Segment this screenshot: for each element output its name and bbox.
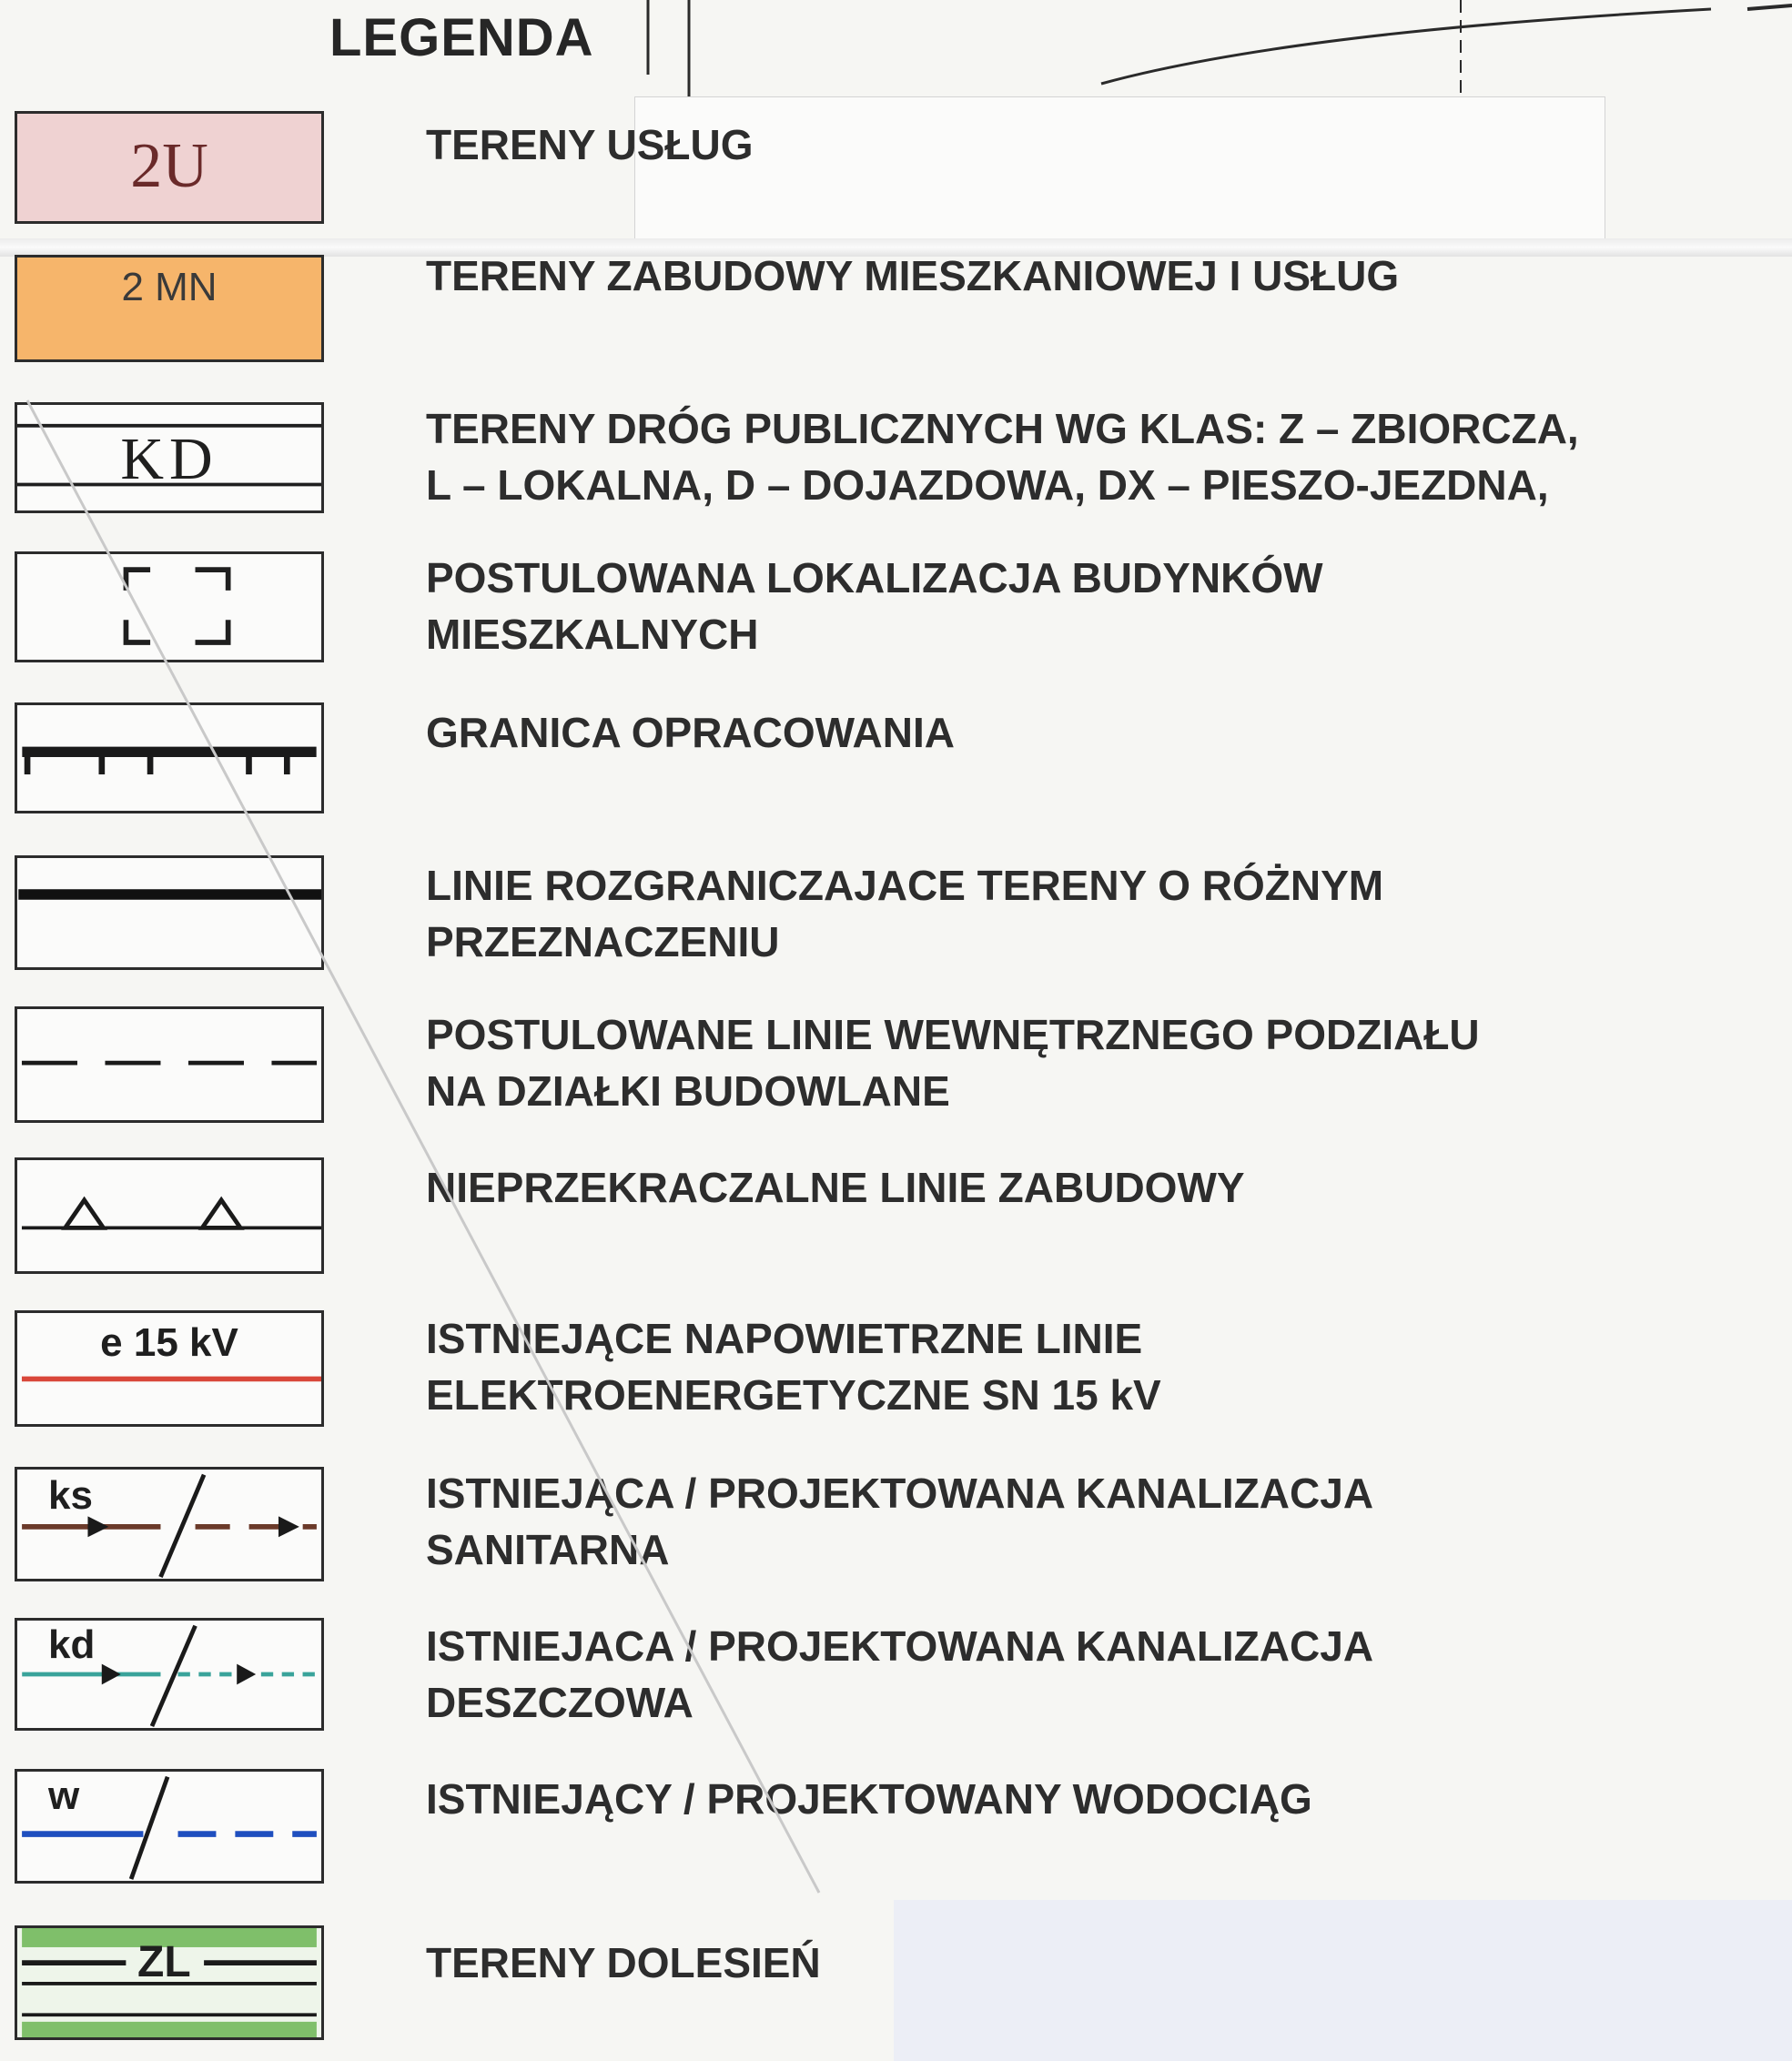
- symbol-code: ks: [48, 1473, 93, 1518]
- label-line: PRZEZNACZENIU: [426, 918, 780, 965]
- label-line: TERENY ZABUDOWY MIESZKANIOWEJ I USŁUG: [426, 252, 1400, 299]
- label-line: L – LOKALNA, D – DOJAZDOWA, DX – PIESZO-JEZDNA,: [426, 461, 1549, 509]
- symbol-code: kd: [48, 1622, 96, 1667]
- label-line: DESZCZOWA: [426, 1679, 694, 1726]
- blank-area: [894, 1900, 1792, 2061]
- label-line: SANITARNA: [426, 1526, 670, 1573]
- label-line: POSTULOWANE LINIE WEWNĘTRZNEGO PODZIAŁU: [426, 1011, 1480, 1058]
- symbol-code: KD: [120, 426, 218, 492]
- label-line: LINIE ROZGRANICZAJACE TERENY O RÓŻNYM: [426, 862, 1384, 909]
- label-line: NIEPRZEKRACZALNE LINIE ZABUDOWY: [426, 1164, 1245, 1211]
- legend-title: LEGENDA: [329, 8, 594, 67]
- label-line: GRANICA OPRACOWANIA: [426, 709, 955, 756]
- symbol-code: ZL: [137, 1938, 191, 1986]
- label-line: ISTNIEJĄCA / PROJEKTOWANA KANALIZACJA: [426, 1470, 1374, 1517]
- symbol-code: e 15 kV: [100, 1320, 238, 1365]
- label-line: NA DZIAŁKI BUDOWLANE: [426, 1067, 950, 1115]
- symbol-code: 2U: [130, 131, 208, 201]
- label-line: MIESZKALNYCH: [426, 611, 759, 658]
- symbol-code: 2 MN: [121, 265, 218, 309]
- label-line: TERENY DOLESIEŃ: [426, 1939, 821, 1986]
- label-line: ELEKTROENERGETYCZNE SN 15 kV: [426, 1371, 1161, 1419]
- label-line: POSTULOWANA LOKALIZACJA BUDYNKÓW: [426, 554, 1323, 601]
- label-line: ISTNIEJĄCE NAPOWIETRZNE LINIE: [426, 1315, 1143, 1362]
- label-line: TERENY USŁUG: [426, 121, 754, 168]
- label-line: TERENY DRÓG PUBLICZNYCH WG KLAS: Z – ZBIORCZA,: [426, 405, 1579, 452]
- label-line: ISTNIEJĄCY / PROJEKTOWANY WODOCIĄG: [426, 1775, 1312, 1823]
- label-line: ISTNIEJACA / PROJEKTOWANA KANALIZACJA: [426, 1622, 1374, 1670]
- symbol-code: w: [48, 1773, 80, 1818]
